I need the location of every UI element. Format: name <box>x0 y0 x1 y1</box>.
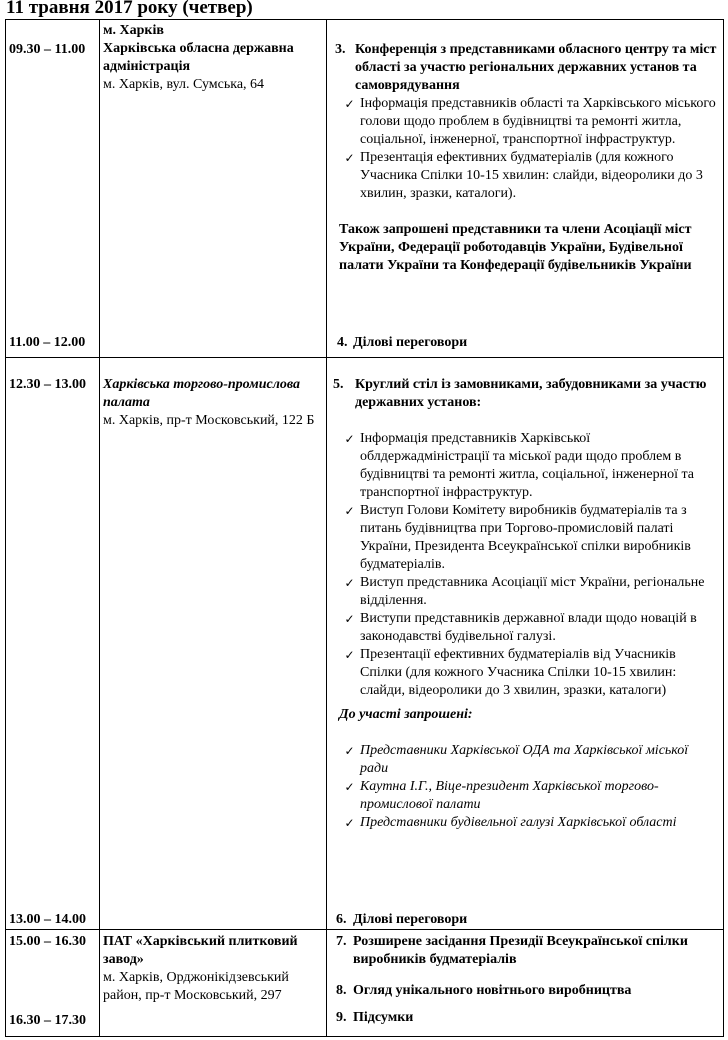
item-number: 3. <box>335 42 346 57</box>
location-address: м. Харків, Орджонікідзевський район, пр-т Московський, 297 <box>103 970 289 1003</box>
location-name: ПАТ «Харківський плитковий завод» <box>103 934 298 967</box>
check-item: ✓ Інформація представників області та Харківського міського голови щодо проблем в будівництві та ремонті житла, соціальної, інженерної, транспортної інфраструктур. <box>339 95 719 149</box>
checkmark-icon: ✓ <box>344 816 355 830</box>
agenda-item-9 <box>327 1009 719 1027</box>
checkmark-icon: ✓ <box>344 576 355 590</box>
item-text: Ділові переговори <box>353 912 468 927</box>
agenda-item-8 <box>327 982 719 1000</box>
item-number: 6. <box>336 912 347 927</box>
item-text: Ділові переговори <box>353 335 468 350</box>
check-item: ✓ Виступ представника Асоціації міст України, регіональне відділення. <box>339 574 719 610</box>
agenda-cell <box>327 930 724 1037</box>
item-number: 7. <box>336 934 347 949</box>
check-item: ✓ Інформація представників Харківської облдержадміністрації та міської ради щодо проблем в будівництві та ремонті житла, соціальної, інженерної та транспортної інфраструктур. <box>339 430 719 502</box>
time-end: 13.00 – 14.00 <box>9 912 86 927</box>
checkmark-icon: ✓ <box>344 151 355 165</box>
also-invited-note: Також запрошені представники та члени Асоціації міст України, Федерації роботодавців України, Будівельної палати України та Конфедерації будівельників України <box>339 222 692 273</box>
time-cell <box>6 358 100 930</box>
agenda-item-3 <box>327 41 719 275</box>
time-cell <box>6 930 100 1037</box>
time-cell <box>6 20 100 358</box>
location-cell <box>100 930 327 1037</box>
check-item: ✓ Презентація ефективних будматеріалів (для кожного Учасника Спілки 10-15 хвилин: слайди, відеоролики до 3 хвилин, зразки, каталоги). <box>339 149 719 203</box>
item-text: Круглий стіл із замовниками, забудовниками за участю державних установ: <box>355 377 707 410</box>
location-cell <box>100 20 327 358</box>
schedule-table <box>5 19 724 1037</box>
checkmark-icon: ✓ <box>344 648 355 662</box>
agenda-item-7 <box>327 933 719 969</box>
location-address: м. Харків, вул. Сумська, 64 <box>103 77 265 92</box>
time-start: 15.00 – 16.30 <box>9 934 86 949</box>
check-item: ✓ Презентації ефективних будматеріалів від Учасників Спілки (для кожного Учасника Спілки 10-15 хвилин: слайди, відеоролики до 3 хвилин, зразки, каталоги) <box>339 646 719 700</box>
location-name: Харківська торгово-промислова палата <box>103 377 301 410</box>
agenda-cell <box>327 358 724 930</box>
location-name: Харківська обласна державна адміністрація <box>103 41 294 74</box>
schedule-row <box>6 358 724 930</box>
check-item: ✓ Виступ Голови Комітету виробників будматеріалів та з питань будівництва при Торгово-промисловій палаті України, Президента Всеукраїнської спілки виробників будматеріалів. <box>339 502 719 574</box>
invited-title: До участі запрошені: <box>339 707 473 722</box>
item-text: Підсумки <box>353 1010 414 1025</box>
checkmark-icon: ✓ <box>344 744 355 758</box>
schedule-row <box>6 930 724 1037</box>
checkmark-icon: ✓ <box>344 612 355 626</box>
time-start: 09.30 – 11.00 <box>9 42 86 57</box>
location-address: м. Харків, пр-т Московський, 122 Б <box>103 413 315 428</box>
check-item: ✓ Каутна І.Г., Віце-президент Харківської торгово-промислової палати <box>339 778 719 814</box>
checkmark-icon: ✓ <box>344 432 355 446</box>
checkmark-icon: ✓ <box>344 504 355 518</box>
time-start: 12.30 – 13.00 <box>9 377 86 392</box>
item-number: 8. <box>336 983 347 998</box>
page-heading: 11 травня 2017 року (четвер) <box>6 0 253 18</box>
checkmark-icon: ✓ <box>344 97 355 111</box>
schedule-row <box>6 20 724 358</box>
item-number: 9. <box>336 1010 347 1025</box>
checkmark-icon: ✓ <box>344 780 355 794</box>
check-item: ✓ Виступи представників державної влади щодо новацій в законодавстві будівельної галузі. <box>339 610 719 646</box>
item-number: 4. <box>337 335 348 350</box>
time-end: 16.30 – 17.30 <box>9 1013 86 1028</box>
agenda-item-6 <box>327 911 719 929</box>
agenda-item-5 <box>327 376 719 832</box>
time-end: 11.00 – 12.00 <box>9 335 86 350</box>
item-number: 5. <box>333 377 344 392</box>
item-text: Огляд унікального новітнього виробництва <box>353 983 632 998</box>
item-text: Розширене засідання Президії Всеукраїнської спілки виробників будматеріалів <box>353 934 688 967</box>
item-text: Конференція з представниками обласного центру та міст області за участю регіональних державних установ та самоврядування <box>355 42 717 93</box>
check-item: ✓ Представники Харківської ОДА та Харківської міської ради <box>339 742 719 778</box>
agenda-cell <box>327 20 724 358</box>
check-item: ✓ Представники будівельної галузі Харківської області <box>339 814 719 832</box>
location-city: м. Харків <box>103 23 164 38</box>
location-cell <box>100 358 327 930</box>
agenda-item-4 <box>327 334 719 352</box>
